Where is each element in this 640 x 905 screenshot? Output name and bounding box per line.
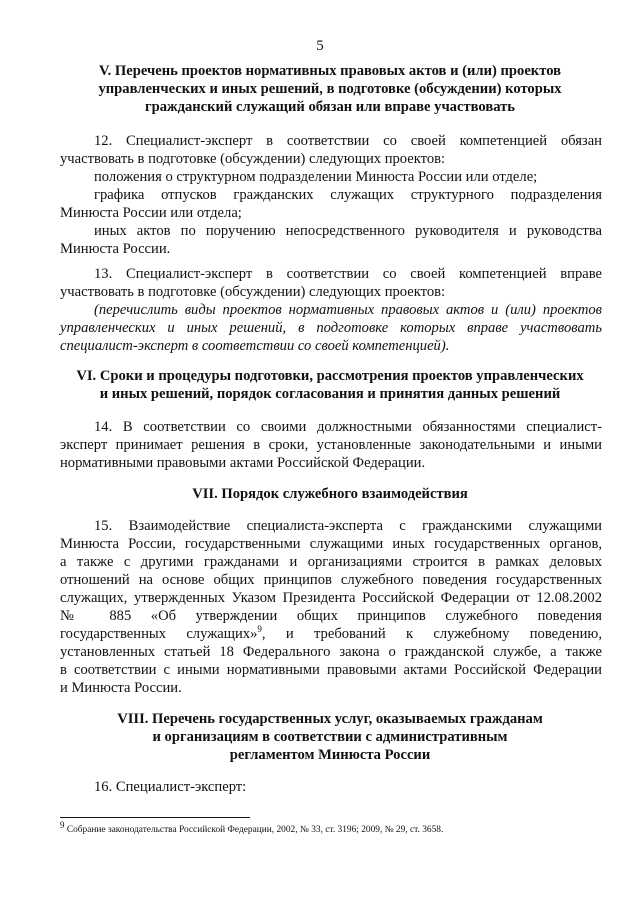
paragraph-13-line-5: специалист-эксперт в соответствии со своей компетенцией). xyxy=(60,338,450,354)
section-vii-title: VII. Порядок служебного взаимодействия xyxy=(192,486,468,502)
footnote-mark: 9 xyxy=(60,819,65,830)
paragraph-13-line-3: (перечислить виды проектов нормативных правовых актов и (или) проектов xyxy=(94,302,602,318)
section-v-title-line-3: гражданский служащий обязан или вправе участвовать xyxy=(144,99,516,115)
paragraph-14-line-2: эксперт принимает решения в сроки, установленные законодательными и иными xyxy=(60,437,602,453)
paragraph-15-line-7 xyxy=(60,625,602,643)
paragraph-15-line-6: № 885 «Об утверждении общих принципов служебного поведения xyxy=(60,608,602,624)
paragraph-12-line-4: графика отпусков гражданских служащих структурного подразделения xyxy=(94,187,602,203)
paragraph-12-line-7: Минюста России. xyxy=(60,241,171,257)
paragraph-13-line-1: 13. Специалист-эксперт в соответствии со своей компетенцией вправе xyxy=(94,266,602,282)
paragraph-13-line-4: управленческих и иных решений, в подготовке которых вправе участвовать xyxy=(60,320,602,336)
paragraph-15-line-7-end: , и требований к служебному поведению, xyxy=(261,626,602,642)
paragraph-15-line-2: Минюста России, государственными служащими иных государственных органов, xyxy=(60,536,602,552)
paragraph-15-line-10: и Минюста России. xyxy=(60,680,182,696)
paragraph-15-line-3: а также с другими гражданами и организациями строится в рамках деловых xyxy=(60,554,602,570)
section-v-title-line-2: управленческих и иных решений, в подготовке (обсуждении) которых xyxy=(98,81,562,97)
paragraph-15-line-8: установленных статьей 18 Федерального закона о гражданской службе, а также xyxy=(60,644,602,660)
section-viii-title-line-3: регламентом Минюста России xyxy=(229,747,431,763)
page-number: 5 xyxy=(316,38,324,54)
paragraph-15-line-1: 15. Взаимодействие специалиста-эксперта с гражданскими служащими xyxy=(94,518,602,534)
section-viii-title-line-1: VIII. Перечень государственных услуг, оказываемых гражданам xyxy=(117,711,543,727)
paragraph-15-line-9: в соответствии с иными нормативными правовыми актами Российской Федерации xyxy=(60,662,602,678)
paragraph-15-line-5: служащих, утвержденных Указом Президента Российской Федерации от 12.08.2002 xyxy=(60,590,602,606)
paragraph-12-line-3: положения о структурном подразделении Минюста России или отделе; xyxy=(94,169,538,185)
section-viii-title-line-2: и организациям в соответствии с административным xyxy=(152,729,508,745)
paragraph-12-line-2: участвовать в подготовке (обсуждении) следующих проектов: xyxy=(60,151,446,167)
section-vi-title-line-2: и иных решений, порядок согласования и принятия данных решений xyxy=(99,386,561,402)
paragraph-13-line-2: участвовать в подготовке (обсуждении) следующих проектов: xyxy=(60,284,446,300)
paragraph-12-line-1: 12. Специалист-эксперт в соответствии со своей компетенцией обязан xyxy=(94,133,602,149)
paragraph-12-line-6: иных актов по поручению непосредственного руководителя и руководства xyxy=(94,223,602,239)
section-vi-title-line-1: VI. Сроки и процедуры подготовки, рассмотрения проектов управленческих xyxy=(76,368,584,384)
paragraph-15-line-4: отношений на основе общих принципов служебного поведения государственных xyxy=(60,572,602,588)
footnote-text: Собрание законодательства Российской Федерации, 2002, № 33, ст. 3196; 2009, № 29, ст. 3658. xyxy=(64,825,444,835)
footnote-divider xyxy=(60,817,250,818)
paragraph-12-line-5: Минюста России или отдела; xyxy=(60,205,242,221)
section-v-title-line-1: V. Перечень проектов нормативных правовых актов и (или) проектов xyxy=(98,63,562,79)
footnote-ref-9[interactable]: 9 xyxy=(257,624,262,635)
paragraph-14-line-3: нормативными правовыми актами Российской Федерации. xyxy=(60,455,426,471)
footnote xyxy=(60,819,620,836)
paragraph-16-line-1: 16. Специалист-эксперт: xyxy=(94,779,247,795)
paragraph-14-line-1: 14. В соответствии со своими должностными обязанностями специалист- xyxy=(94,419,602,435)
paragraph-15-line-7-start: государственных служащих» xyxy=(60,626,258,642)
